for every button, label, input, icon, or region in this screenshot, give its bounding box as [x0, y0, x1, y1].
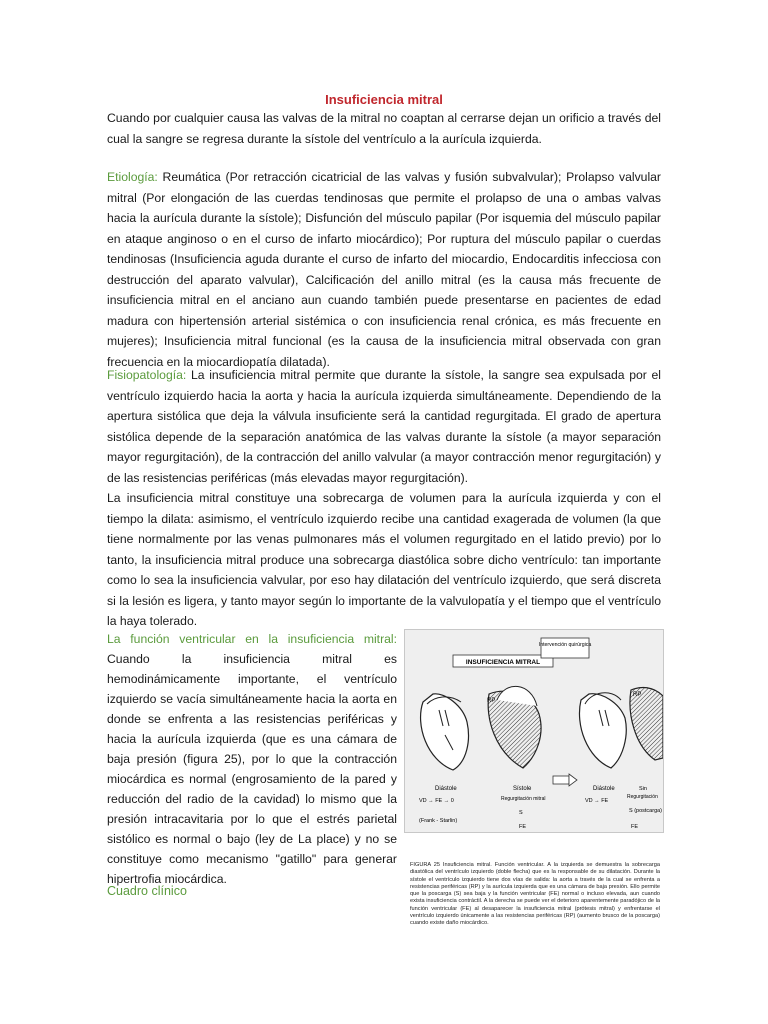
etiologia-text: Reumática (Por retracción cicatricial de las valvas y fusión subvalvular); Prolapso valvular mitral (Por elongación de las cuerdas tendinosas que permite el prolapso de una o ambas valvas hacia la aurícula durante la sístole); Disfunción del músculo papilar (Por isquemia del músculo papilar en ataque anginoso o en el curso de infarto miocárdico); Por ruptura del músculo papilar o cuerdas tendinosas (Insuficiencia aguda durante el curso de infarto del miocardio, Endocarditis infecciosa con destrucción del aparato valvular), Calcificación del anillo mitral (es la causa más frecuente de insuficiencia mitral en el anciano aun cuando también puede presentarse en pacientes de edad madura con hipertensión arterial sistémica o con insuficiencia renal crónica, es más frecuente en mujeres); Insuficiencia mitral funcional (es la causa de la insuficiencia mitral observada con gran frecuencia en la miocardiopatía dilatada). — [107, 170, 661, 369]
figure-25-illustration — [405, 630, 663, 832]
funcion-paragraph — [107, 629, 397, 889]
page-title: Insuficiencia mitral — [325, 92, 443, 107]
diastole-label-2: Diástole — [593, 786, 615, 792]
sin-label: Sin — [639, 786, 647, 792]
fisiopatologia-text: La insuficiencia mitral permite que durante la sístole, la sangre sea expulsada por el ventrículo izquierdo hacia la aorta y hacia la aurícula izquierda simultáneamente. Dependiendo de la apertura sistólica que deja la válvula insuficiente será la cantidad regurgitada. El grado de apertura sistólica depende de la separación anatómica de las valvas durante la sístole (a mayor separación mayor regurgitación), de la contracción del anillo valvular (a mayor contracción menor regurgitación) y de las resistencias periféricas (más elevadas mayor regurgitación). — [107, 368, 661, 485]
fisiopatologia-heading: Fisiopatología: — [107, 368, 187, 382]
fe-label-2: FE — [631, 824, 639, 830]
sobrecarga-paragraph: La insuficiencia mitral constituye una sobrecarga de volumen para la aurícula izquierda y con el tiempo la dilata: asimismo, el ventrículo izquierdo recibe una cantidad exagerada de volumen (la que tiene normalmente por las venas pulmonares más el volumen regurgitado en el latido previo) por lo tanto, la insuficiencia mitral produce una sobrecarga diastólica sobre dicho ventrículo: tan importante como lo sea la insuficiencia valvular, por eso hay dilatación del ventrículo izquierdo, que será discreta si la lesión es ligera, y tanto mayor según lo importante de la valvulopatía y el tiempo que el ventrículo la haya tolerado. — [107, 491, 661, 628]
vd-fe-label-2: VD → FE — [585, 798, 609, 804]
rp-label-1: RP — [487, 698, 496, 704]
regurgitacion-label-1: Regurgitación mitral — [501, 796, 546, 802]
funcion-heading: La función ventricular en la insuficiencia mitral: — [107, 632, 397, 646]
funcion-text: Cuando la insuficiencia mitral es hemodinámicamente importante, el ventrículo izquierdo se vacía simultáneamente hacia la aorta en donde se enfrenta a las resistencias periféricas y hacia la aurícula izquierda (que es una cámara de baja presión (figura 25), por lo que la contracción miocárdica es normal (engrosamiento de la pared y reducción del radio de la cavidad) lo mismo que la presión intracavitaria por lo que el estrés parietal sistólico es normal o bajo (ley de La place) y no se constituye como mecanismo "gatillo" para generar hipertrofia miocárdica. — [107, 652, 397, 886]
banner-label: INSUFICIENCIA MITRAL — [465, 659, 541, 666]
diastole-label-1: Diástole — [435, 786, 457, 792]
figure-25 — [404, 629, 664, 833]
cuadro-clinico-heading: Cuadro clínico — [107, 884, 187, 898]
regurgitacion-label-2: Regurgitación — [627, 794, 658, 800]
intervencion-box — [541, 638, 589, 658]
frank-label: (Frank - Starlin) — [419, 818, 458, 824]
intro-paragraph: Cuando por cualquier causa las valvas de la mitral no coaptan al cerrarse dejan un orificio a través del cual la sangre se regresa durante la sístole del ventrículo a la aurícula izquierda. — [107, 111, 661, 146]
figure-caption: FIGURA 25 Insuficiencia mitral. Función ventricular. A la izquierda se demuestra la sobrecarga diastólica del ventrículo izquierdo (doble flecha) que es la responsable de su dilatación. Durante la sístole el ventrículo izquierdo tiene dos vías de salida: la aorta a través de la cual se enfrenta a resistencias periféricas (RP) y la aurícula izquierda que es una cámara de baja presión. Ello permite que la poscarga (S) sea baja y la función ventricular (FE) normal o incluso elevada, aun cuando exista insuficiencia contráctil. A la derecha se puede ver el deterioro aparentemente paradójico de la función ventricular (FE) al desaparecer la insuficiencia mitral (prótesis mitral) y enfrentarse el ventrículo izquierdo únicamente a las resistencias periféricas (RP) (aumento brusco de la poscarga) cuando existe daño miocárdico. — [410, 862, 660, 927]
intervencion-label: Intervención quirúrgica — [538, 642, 592, 648]
sistole-label: Sístole — [513, 786, 532, 792]
etiologia-paragraph — [107, 167, 661, 372]
s-label-1: S — [519, 810, 523, 816]
s-postcarga-label: S (postcarga) — [629, 808, 663, 814]
rp-label-2: RP — [633, 692, 642, 698]
vd-fe-label-1: VD → FE → 0 — [419, 798, 454, 804]
fe-label-1: FE — [519, 824, 527, 830]
fisiopatologia-paragraph — [107, 365, 661, 488]
etiologia-heading: Etiología: — [107, 170, 158, 184]
